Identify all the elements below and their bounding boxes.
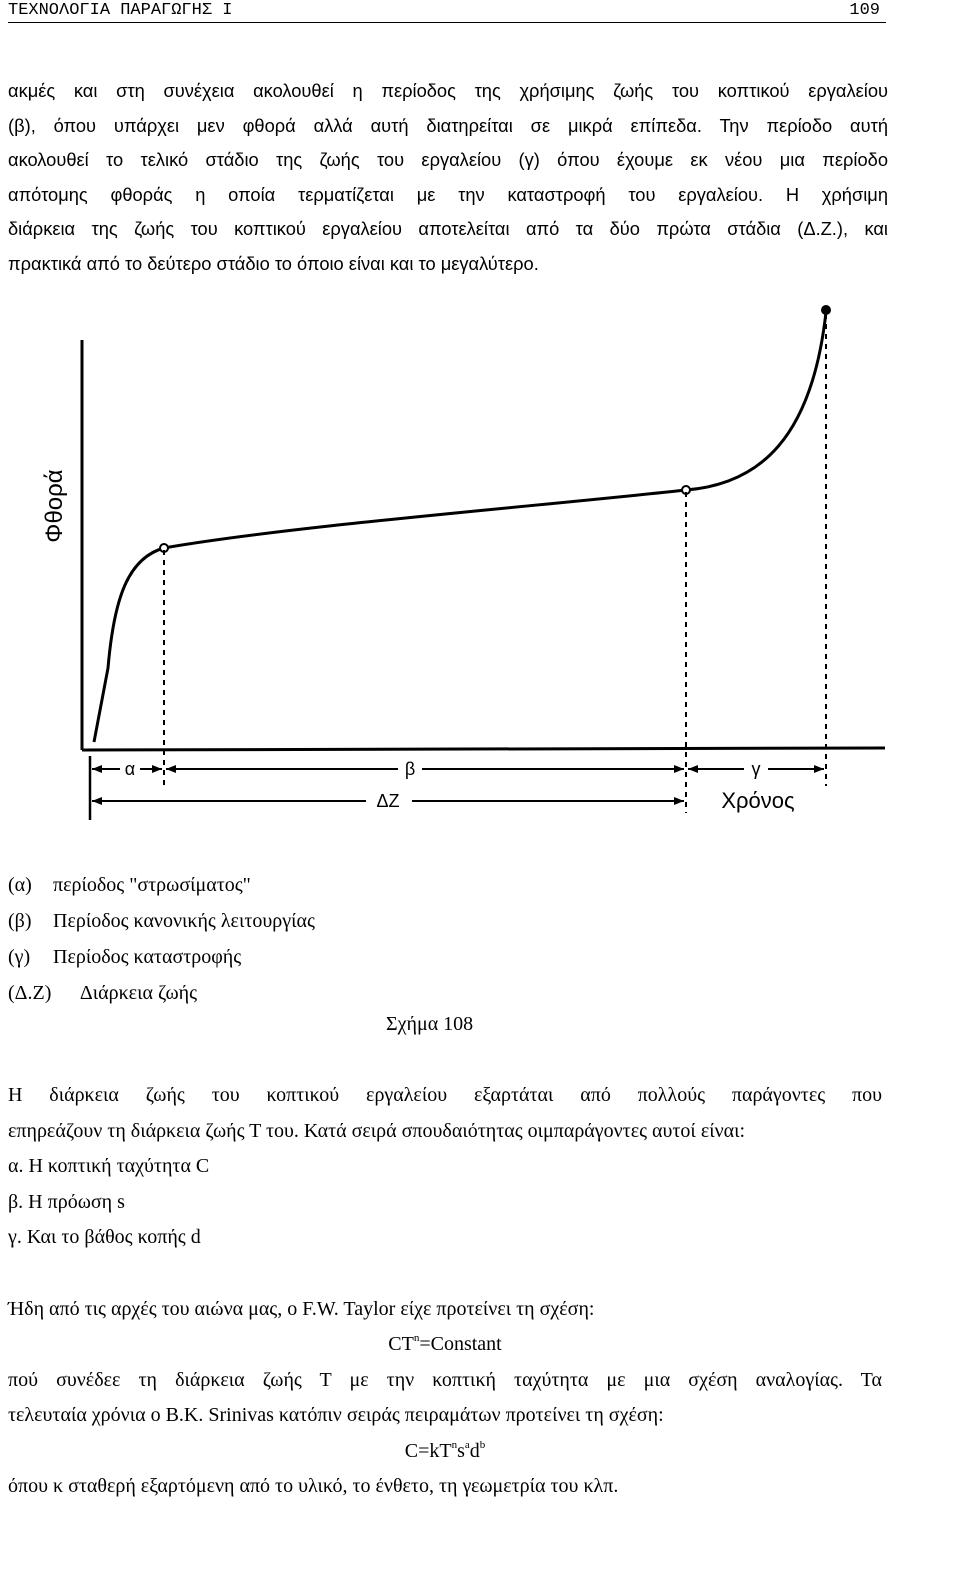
segment-b-label: β	[404, 759, 416, 779]
taylor-formula: $CT^n=Constant$	[388, 1332, 502, 1355]
legend-item	[8, 939, 508, 975]
paragraph-line: Η διάρκεια ζωής του κοπτικού εργαλείου εξαρτάται από πολλούς παράγοντες που	[8, 1084, 882, 1106]
wear-curve-figure	[0, 288, 960, 858]
intro-paragraph	[8, 74, 888, 282]
wear-curve	[94, 312, 826, 742]
legend-text: περίοδος "στρωσίματος"	[53, 874, 251, 896]
paragraph-line: Ήδη από τις αρχές του αιώνα μας, ο F.W. Taylor είχε προτείνει τη σχέση:	[8, 1297, 595, 1320]
segment-a-label: α	[124, 759, 136, 779]
arrowhead	[152, 765, 162, 773]
legend-key: (β)	[8, 910, 32, 932]
legend-text: Περίοδος κανονικής λειτουργίας	[53, 910, 315, 932]
arrowhead	[166, 765, 176, 773]
life-span-label: ΔΖ	[376, 791, 400, 811]
arrowhead	[814, 765, 824, 773]
failure-point	[821, 305, 831, 315]
header-title: ΤΕΧΝΟΛΟΓΙΑ ΠΑΡΑΓΩΓΗΣ Ι	[8, 1, 233, 20]
intro-line: ακμές και στη συνέχεια ακολουθεί η περίοδος της χρήσιμης ζωής του κοπτικού εργαλείου	[8, 80, 888, 101]
factor-item: α. Η κοπτική ταχύτητα C	[8, 1155, 210, 1177]
legend-text: Περίοδος καταστροφής	[53, 946, 242, 968]
legend-item	[8, 975, 508, 1011]
factor-item: β. Η πρόωση s	[8, 1190, 125, 1213]
arrowhead	[92, 765, 102, 773]
paragraph-line: πού συνέδεε τη διάρκεια ζωής Τ με την κοπτική ταχύτητα με μια σχέση αναλογίας. Τα	[8, 1368, 882, 1391]
factor-item: γ. Και το βάθος κοπής d	[8, 1226, 201, 1248]
paragraph-line: όπου κ σταθερή εξαρτόμενη από το υλικό, το ένθετο, τη γεωμετρία του κλπ.	[8, 1475, 619, 1497]
paragraph-line: τελευταία χρόνια ο B.K. Srinivas κατόπιν σειράς πειραμάτων προτείνει τη σχέση:	[8, 1404, 664, 1426]
srinivas-formula: $C=kT^ns^ad^b$	[404, 1438, 486, 1462]
intro-line: πρακτικά από το δεύτερο στάδιο το όποιο είναι και το μεγαλύτερο.	[8, 252, 539, 274]
x-axis-label: Χρόνος	[721, 788, 795, 813]
arrowhead	[92, 797, 102, 805]
arrowhead	[674, 797, 684, 805]
intro-line: ακολουθεί το τελικό στάδιο της ζωής του εργαλείου (γ) όπου έχουμε εκ νέου μια περίοδο	[8, 149, 888, 171]
intro-line: (β), όπου υπάρχει μεν φθορά αλλά αυτή διατηρείται σε μικρά επίπεδα. Την περίοδο αυτή	[8, 114, 888, 136]
arrowhead	[674, 765, 684, 773]
segment-c-label: γ	[751, 759, 761, 779]
paragraph-line: επηρεάζουν τη διάρκεια ζωής Τ του. Κατά σειρά σπουδαιότητας οιμπαράγοντες αυτοί είναι:	[8, 1119, 746, 1142]
legend-item	[8, 903, 508, 939]
x-axis-line	[82, 748, 885, 750]
page-number: 109	[849, 1, 880, 20]
arrowhead	[688, 765, 698, 773]
y-axis-label: Φθορά	[41, 469, 68, 543]
legend-key: (α)	[8, 874, 32, 896]
page-header	[8, 0, 886, 23]
legend-key: (γ)	[8, 946, 31, 968]
legend-item	[8, 867, 508, 903]
legend-text: Διάρκεια ζωής	[79, 982, 198, 1004]
body-text	[8, 1078, 882, 1505]
figure-caption: Σχήμα 108	[386, 1013, 474, 1035]
figure-legend	[8, 867, 508, 1011]
legend-key: (Δ.Ζ)	[8, 982, 52, 1004]
intro-line: απότομης φθοράς η οποία τερματίζεται με την καταστροφή του εργαλείου. Η χρήσιμη	[8, 183, 888, 205]
intro-line: διάρκεια της ζωής του κοπτικού εργαλείου αποτελείται από τα δύο πρώτα στάδια (Δ.Ζ.), και	[8, 218, 888, 240]
wear-curve-svg	[0, 288, 960, 858]
